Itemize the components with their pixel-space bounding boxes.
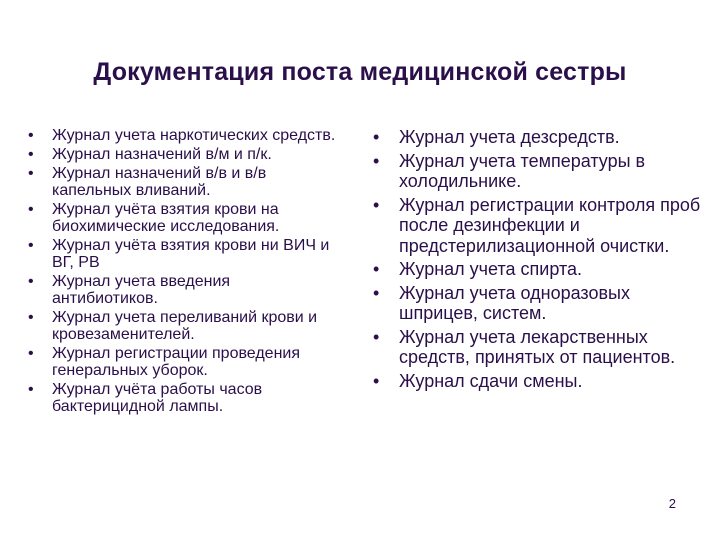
list-item-text: Журнал учета дезсредств. — [399, 127, 620, 147]
list-item-text: Журнал сдачи смены. — [399, 370, 583, 391]
bullet-icon: • — [28, 273, 34, 290]
list-item-text: Журнал учета спирта. — [399, 259, 582, 279]
list-item — [28, 165, 340, 199]
list-item — [28, 309, 340, 343]
bullet-icon: • — [28, 165, 34, 182]
bullet-icon: • — [373, 370, 380, 391]
list-item — [28, 345, 340, 379]
list-item — [28, 146, 340, 163]
list-item — [28, 273, 340, 307]
page-number: 2 — [668, 496, 676, 511]
list-item-text: Журнал учета температуры в холодильнике. — [399, 150, 646, 191]
list-item — [373, 259, 713, 280]
bullet-icon: • — [28, 127, 34, 144]
list-item — [28, 237, 340, 271]
bullet-icon: • — [373, 150, 380, 171]
right-bullet-list — [373, 127, 713, 394]
bullet-icon: • — [28, 237, 34, 254]
list-item — [373, 151, 713, 192]
list-item — [373, 127, 713, 148]
bullet-icon: • — [28, 345, 34, 362]
list-item-text: Журнал учета введения антибиотиков. — [52, 273, 231, 307]
list-item — [28, 381, 340, 415]
bullet-icon: • — [28, 201, 34, 218]
bullet-icon: • — [373, 127, 380, 147]
bullet-icon: • — [28, 381, 34, 398]
list-item-text: Журнал регистрации проведения генеральных уборок. — [52, 345, 301, 379]
bullet-icon: • — [28, 309, 34, 326]
slide-title: Документация поста медицинской сестры — [93, 58, 627, 86]
list-item-text: Журнал учета лекарственных средств, принятых от пациентов. — [399, 326, 676, 367]
list-item-text: Журнал учёта работы часов бактерицидной лампы. — [52, 381, 263, 415]
list-item-text: Журнал назначений в/в и в/в капельных вливаний. — [52, 165, 267, 199]
list-item-text: Журнал назначений в/м и п/к. — [52, 146, 272, 163]
list-item — [373, 327, 713, 368]
list-item — [373, 283, 713, 324]
list-item-text: Журнал регистрации контроля проб после дезинфекции и предстерилизационной очистки. — [399, 194, 701, 256]
list-item-text: Журнал учета переливаний крови и кровезаменителей. — [52, 309, 318, 343]
list-item-text: Журнал учета одноразовых шприцев, систем. — [399, 282, 630, 323]
list-item — [28, 127, 340, 144]
list-item — [373, 195, 713, 257]
list-item-text: Журнал учёта взятия крови ни ВИЧ и ВГ, РВ — [52, 237, 330, 271]
bullet-icon: • — [28, 146, 34, 163]
bullet-icon: • — [373, 282, 380, 303]
bullet-icon: • — [373, 259, 380, 279]
list-item — [28, 201, 340, 235]
bullet-icon: • — [373, 326, 380, 347]
list-item — [373, 371, 713, 392]
list-item-text: Журнал учёта взятия крови на биохимические исследования. — [52, 201, 280, 235]
left-bullet-list — [28, 127, 340, 417]
bullet-icon: • — [373, 194, 380, 215]
list-item-text: Журнал учета наркотических средств. — [52, 127, 336, 144]
